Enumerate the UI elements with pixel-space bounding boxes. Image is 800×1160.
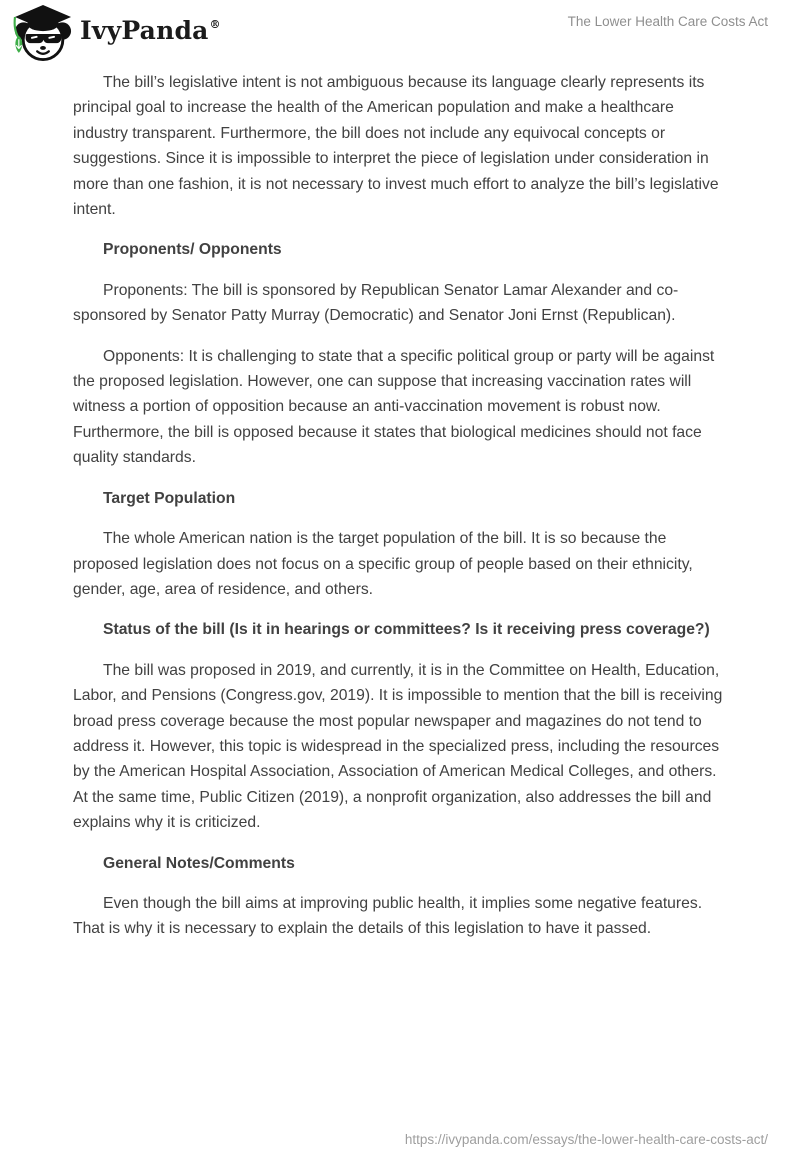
registered-mark: ® (209, 18, 221, 31)
heading-status-of-bill: Status of the bill (Is it in hearings or committees? Is it receiving press coverage?) (103, 621, 710, 639)
essay-body (0, 70, 800, 942)
page-title: The Lower Health Care Costs Act (567, 14, 768, 29)
paragraph-target-population: The whole American nation is the target population of the bill. It is so because the proposed legislation does not focus on a specific group of people based on their ethnicity, gender, age, area of residence, and others. (73, 530, 693, 598)
paragraph-proponents: Proponents: The bill is sponsored by Republican Senator Lamar Alexander and co-sponsored by Senator Patty Murray (Democratic) and Senator Joni Ernst (Republican). (73, 281, 679, 325)
paragraph-general-notes: Even though the bill aims at improving public health, it implies some negative features. That is why it is necessary to explain the details of this legislation to have it passed. (73, 894, 703, 938)
source-url: https://ivypanda.com/essays/the-lower-health-care-costs-act/ (404, 1132, 768, 1147)
document-header (0, 0, 800, 70)
heading-proponents-opponents: Proponents/ Opponents (103, 241, 282, 259)
heading-target-population: Target Population (103, 489, 236, 507)
paragraph-status-of-bill: The bill was proposed in 2019, and currently, it is in the Committee on Health, Education, Labor, and Pensions (Congress.gov, 2019). It is impossible to mention that the bill is receiving broad press coverage because the most popular newspaper and magazines do not tend to address it. However, this topic is widespread in the specialized press, including the resources by the American Hospital Association, Association of American Medical Colleges, and others. At the same time, Public Citizen (2019), a nonprofit organization, also addresses the bill and explains why it is criticized. (73, 661, 723, 832)
panda-graduate-icon (10, 4, 76, 62)
brand-name (80, 16, 221, 45)
paragraph-legislative-intent: The bill’s legislative intent is not ambiguous because its language clearly represents its principal goal to increase the health of the American population and make a healthcare industry transparent. Furthermore, the bill does not include any equivocal concepts or suggestions. Since it is impossible to interpret the piece of legislation under consideration in more than one fashion, it is not necessary to invest much effort to analyze the bill’s legislative intent. (73, 74, 719, 219)
paragraph-opponents: Opponents: It is challenging to state that a specific political group or party will be against the proposed legislation. However, one can suppose that increasing vaccination rates will witness a portion of opposition because an anti-vaccination movement is robust now. Furthermore, the bill is opposed because it states that biological medicines should not face quality standards. (73, 347, 715, 467)
heading-general-notes: General Notes/Comments (103, 854, 295, 872)
brand-text: IvyPanda (80, 16, 209, 45)
